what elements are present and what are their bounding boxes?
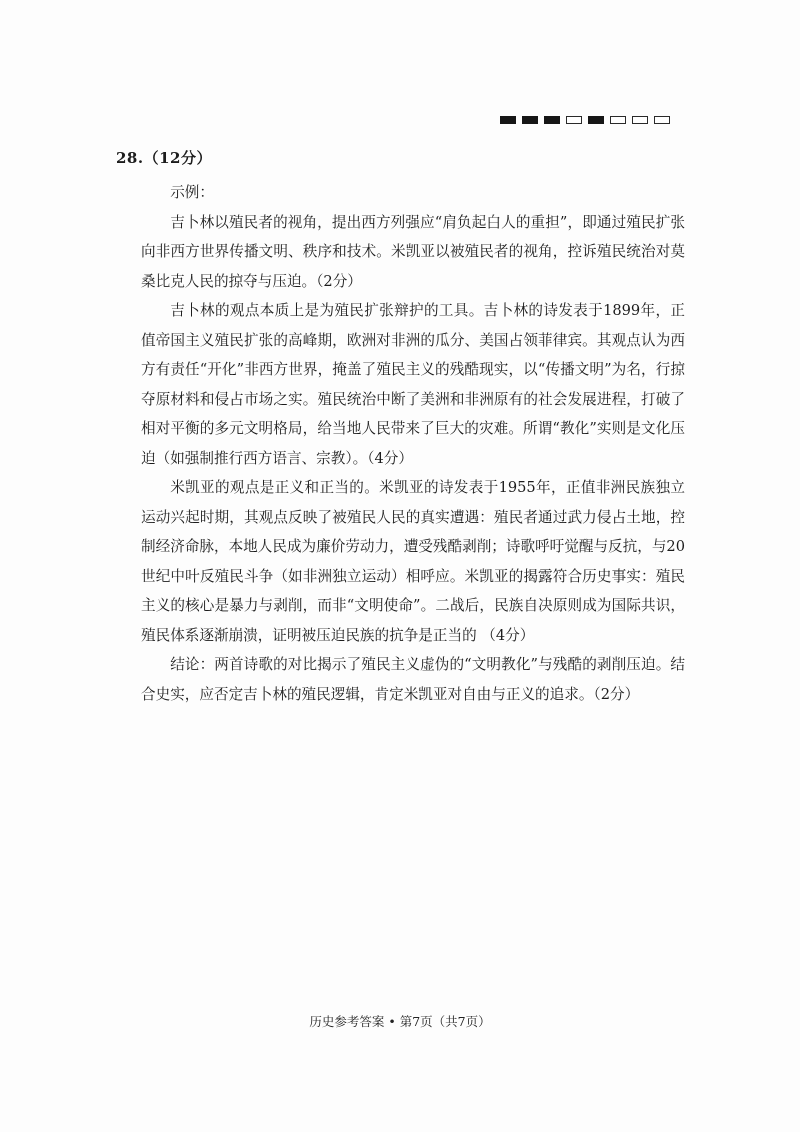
conclusion-paragraph: 结论：两首诗歌的对比揭示了殖民主义虚伪的“文明教化”与残酷的剥削压迫。结合史实，应否定吉卜林的殖民逻辑，肯定米凯亚对自由与正义的追求。（2分） bbox=[141, 656, 685, 703]
answer-paragraph: 吉卜林以殖民者的视角，提出西方列强应“肩负起白人的重担”，即通过殖民扩张向非西方世界传播文明、秩序和技术。米凯亚以被殖民者的视角，控诉殖民统治对莫桑比克人民的掠夺与压迫。（2分） bbox=[141, 213, 685, 290]
answer-paragraph: 米凯亚的观点是正义和正当的。米凯亚的诗发表于1955年，正值非洲民族独立运动兴起时期，其观点反映了被殖民人民的真实遭遇：殖民者通过武力侵占土地，控制经济命脉，本地人民成为廉价劳动力，遭受残酷剥削；诗歌呼吁觉醒与反抗，与20世纪中叶反殖民斗争（如非洲独立运动）相呼应。米凯亚的揭露符合历史事实：殖民主义的核心是暴力与剥削，而非“文明使命”。二战后，民族自决原则成为国际共识，殖民体系逐渐崩溃，证明被压迫民族的抗争是正当的 （4分） bbox=[141, 479, 685, 644]
example-label: 示例： bbox=[170, 184, 214, 201]
answer-body bbox=[141, 178, 685, 709]
answer-paragraph: 吉卜林的观点本质上是为殖民扩张辩护的工具。吉卜林的诗发表于1899年，正值帝国主义殖民扩张的高峰期，欧洲对非洲的瓜分、美国占领菲律宾。其观点认为西方有责任“开化”非西方世界，掩盖了殖民主义的残酷现实，以“传播文明”为名，行掠夺原材料和侵占市场之实。殖民统治中断了美洲和非洲原有的社会发展进程，打破了相对平衡的多元文明格局，给当地人民带来了巨大的灾难。所谓“教化”实则是文化压迫（如强制推行西方语言、宗教）。（4分） bbox=[141, 302, 685, 467]
marker-block bbox=[588, 116, 604, 124]
marker-block bbox=[632, 116, 648, 124]
marker-block bbox=[522, 116, 538, 124]
marker-block bbox=[544, 116, 560, 124]
marker-block bbox=[566, 116, 582, 124]
page-footer: 历史参考答案 • 第7页（共7页） bbox=[309, 1014, 491, 1029]
marker-block bbox=[654, 116, 670, 124]
header-marker-row bbox=[500, 116, 670, 124]
marker-block bbox=[500, 116, 516, 124]
marker-block bbox=[610, 116, 626, 124]
question-number: 28.（12分） bbox=[116, 149, 212, 167]
